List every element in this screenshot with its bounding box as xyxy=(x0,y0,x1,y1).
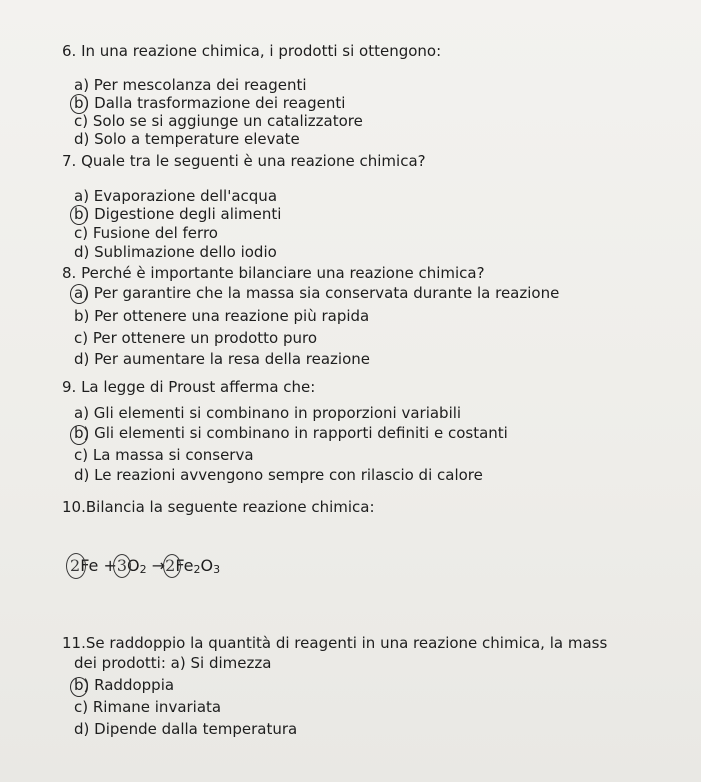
question-9-title: 9. La legge di Proust afferma che: xyxy=(62,378,316,396)
question-9-option-a[interactable]: a) Gli elementi si combinano in proporzioni variabili xyxy=(74,404,462,422)
question-7-option-a[interactable]: a) Evaporazione dell'acqua xyxy=(74,187,278,205)
question-8-option-d[interactable]: d) Per aumentare la resa della reazione xyxy=(74,350,370,368)
question-8-answer-circle xyxy=(70,284,88,304)
coefficient-fe[interactable]: 2 xyxy=(70,556,81,575)
question-8-option-c[interactable]: c) Per ottenere un prodotto puro xyxy=(74,329,318,347)
question-7-answer-circle xyxy=(70,205,88,225)
question-11-option-a[interactable]: dei prodotti: a) Si dimezza xyxy=(74,654,272,672)
question-6-answer-circle xyxy=(70,94,88,114)
product-fe: Fe xyxy=(175,556,194,575)
question-9-option-b[interactable]: b) Gli elementi si combinano in rapporti definiti e costanti xyxy=(74,424,508,442)
question-11-option-b[interactable]: b) Raddoppia xyxy=(74,676,175,694)
question-8-option-a[interactable]: a) Per garantire che la massa sia conservata durante la reazione xyxy=(74,284,560,302)
reactant-o: O xyxy=(127,556,140,575)
question-9-option-c[interactable]: c) La massa si conserva xyxy=(74,446,254,464)
question-11-title: 11.Se raddoppio la quantità di reagenti in una reazione chimica, la mass xyxy=(62,634,608,652)
question-11-answer-circle xyxy=(70,677,88,697)
question-7-option-b[interactable]: b) Digestione degli alimenti xyxy=(74,205,282,223)
subscript-o2: 2 xyxy=(139,563,147,576)
handwritten-circle-coef2 xyxy=(113,554,131,578)
question-7-option-d[interactable]: d) Sublimazione dello iodio xyxy=(74,243,277,261)
reactant-fe: Fe xyxy=(80,556,99,575)
question-11-option-c[interactable]: c) Rimane invariata xyxy=(74,698,222,716)
plus-sign: + xyxy=(103,556,117,575)
question-11-option-d[interactable]: d) Dipende dalla temperatura xyxy=(74,720,298,738)
question-9-answer-circle xyxy=(70,425,88,445)
subscript-fe2: 2 xyxy=(193,563,201,576)
handwritten-circle-coef3 xyxy=(163,554,181,578)
subscript-o3: 3 xyxy=(213,563,221,576)
question-8-title: 8. Perché è importante bilanciare una reazione chimica? xyxy=(62,264,485,282)
chemical-equation xyxy=(70,556,220,576)
question-6-option-b[interactable]: b) Dalla trasformazione dei reagenti xyxy=(74,94,346,112)
question-6-option-a[interactable]: a) Per mescolanza dei reagenti xyxy=(74,76,307,94)
question-6-option-d[interactable]: d) Solo a temperature elevate xyxy=(74,130,300,148)
reaction-arrow: → xyxy=(151,556,166,575)
question-6-option-c[interactable]: c) Solo se si aggiunge un catalizzatore xyxy=(74,112,363,130)
product-o: O xyxy=(200,556,214,575)
question-10-title: 10.Bilancia la seguente reazione chimica: xyxy=(62,498,375,516)
coefficient-o2[interactable]: 3 xyxy=(116,556,128,575)
question-8-option-b[interactable]: b) Per ottenere una reazione più rapida xyxy=(74,307,370,325)
handwritten-circle-coef1 xyxy=(66,553,86,579)
question-7-option-c[interactable]: c) Fusione del ferro xyxy=(74,224,218,242)
question-9-option-d[interactable]: d) Le reazioni avvengono sempre con rilascio di calore xyxy=(74,466,483,484)
question-7-title: 7. Quale tra le seguenti è una reazione chimica? xyxy=(62,152,426,170)
question-6-title: 6. In una reazione chimica, i prodotti si ottengono: xyxy=(62,42,442,60)
coefficient-fe2o3[interactable]: 2 xyxy=(165,556,176,575)
